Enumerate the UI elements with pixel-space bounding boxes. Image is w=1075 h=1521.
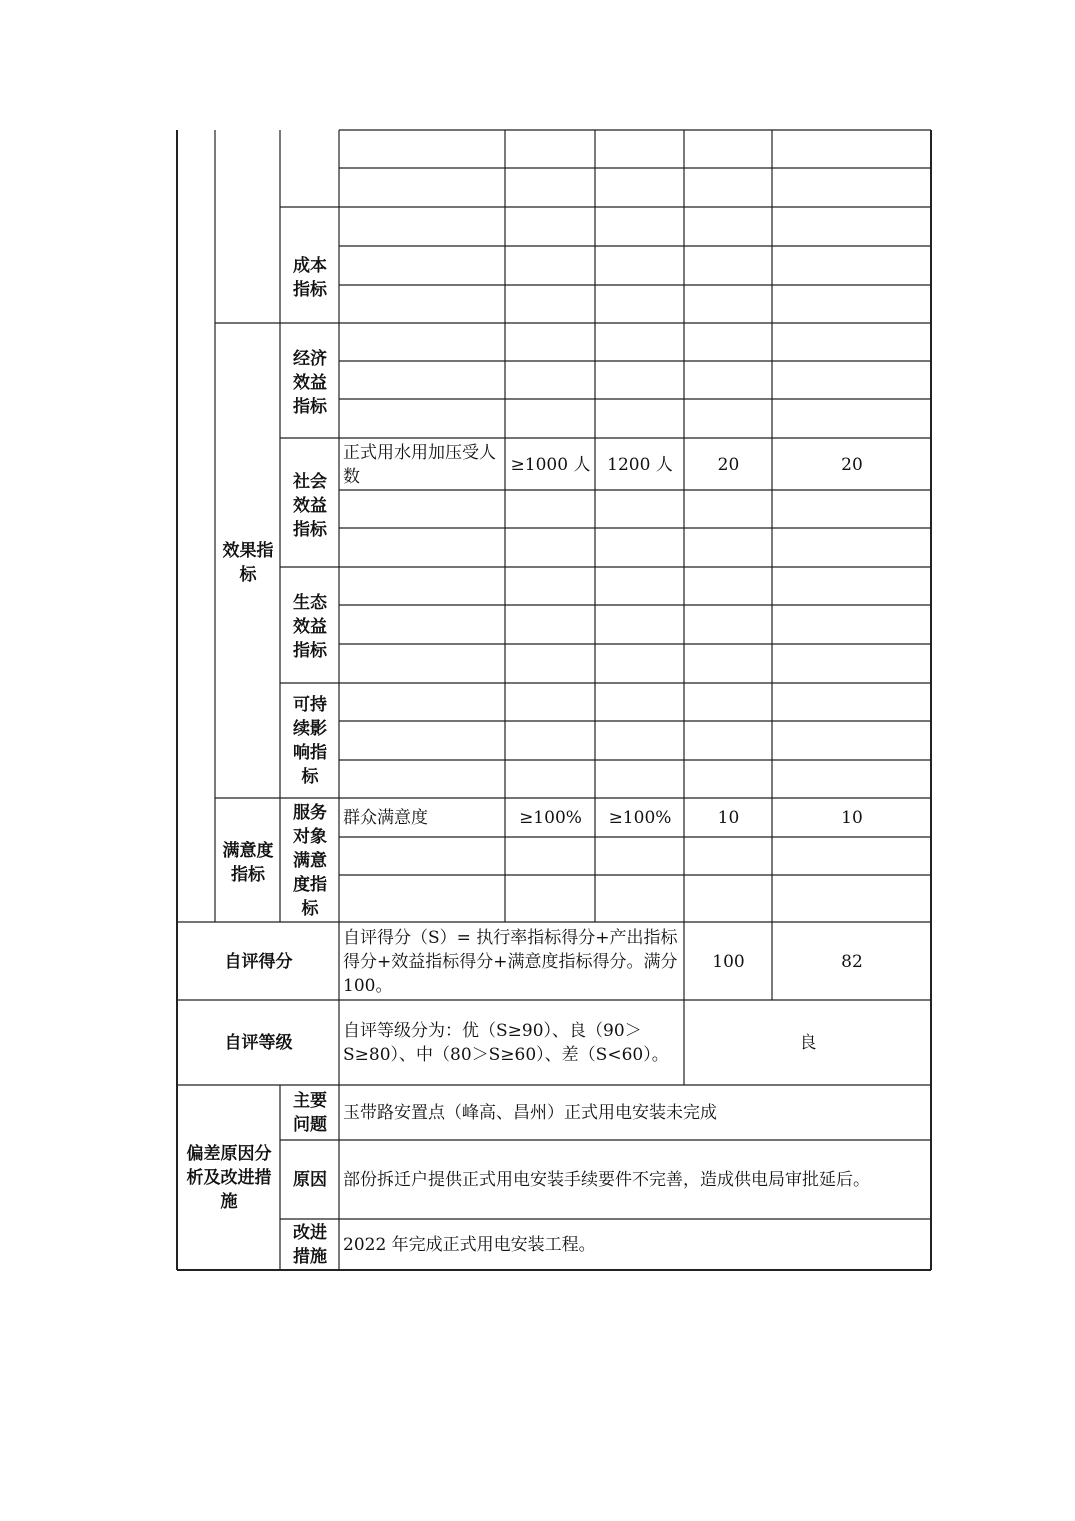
satisfaction-indicator-actual: ≥100% [608, 808, 672, 828]
self-score-label: 自评得分 [224, 951, 293, 972]
social-indicator-target: ≥1000 人 [510, 455, 591, 475]
ecological-benefit-label: 生态效益指标 [293, 593, 327, 661]
sustainable-impact-label: 可持续影响指标 [293, 695, 327, 787]
economic-benefit-label: 经济效益指标 [293, 349, 327, 417]
satisfaction-indicator-score: 10 [841, 808, 863, 828]
self-score-value: 82 [841, 951, 863, 972]
main-issue-text: 玉带路安置点（峰高、昌州）正式用电安装未完成 [343, 1103, 717, 1123]
self-grade-value: 良 [799, 1033, 817, 1053]
self-grade-description: 自评等级分为：优（S≥90）、良（90＞S≥80）、中（80＞S≥60）、差（S<60）。 [343, 1021, 669, 1065]
improvement-text: 2022 年完成正式用电安装工程。 [343, 1235, 596, 1255]
cost-indicator-label: 成本指标 [293, 256, 327, 300]
effect-indicator-label: 效果指标 [222, 541, 274, 585]
improvement-label: 改进措施 [293, 1223, 327, 1267]
self-score-formula: 自评得分（S）= 执行率指标得分+产出指标得分+效益指标得分+满意度指标得分。满分 100。 [343, 927, 678, 996]
social-indicator-name: 正式用水用加压受人数 [343, 443, 496, 487]
reason-text: 部份拆迁户提供正式用电安装手续要件不完善，造成供电局审批延后。 [343, 1170, 870, 1190]
social-indicator-score: 20 [841, 455, 863, 475]
social-benefit-label: 社会效益指标 [293, 472, 327, 540]
service-satisfaction-label: 服务对象满意度指标 [293, 802, 327, 919]
deviation-analysis-label: 偏差原因分析及改进措施 [186, 1144, 272, 1212]
satisfaction-indicator-name: 群众满意度 [343, 808, 428, 828]
self-score-full: 100 [712, 951, 745, 972]
social-indicator-weight: 20 [717, 455, 740, 475]
satisfaction-indicator-target: ≥100% [519, 808, 582, 828]
main-issue-label: 主要问题 [293, 1091, 327, 1135]
reason-label: 原因 [293, 1170, 327, 1190]
self-grade-label: 自评等级 [224, 1033, 293, 1053]
satisfaction-indicator-weight: 10 [717, 808, 740, 828]
satisfaction-indicator-label: 满意度指标 [222, 841, 274, 885]
social-indicator-actual: 1200 人 [607, 455, 673, 475]
